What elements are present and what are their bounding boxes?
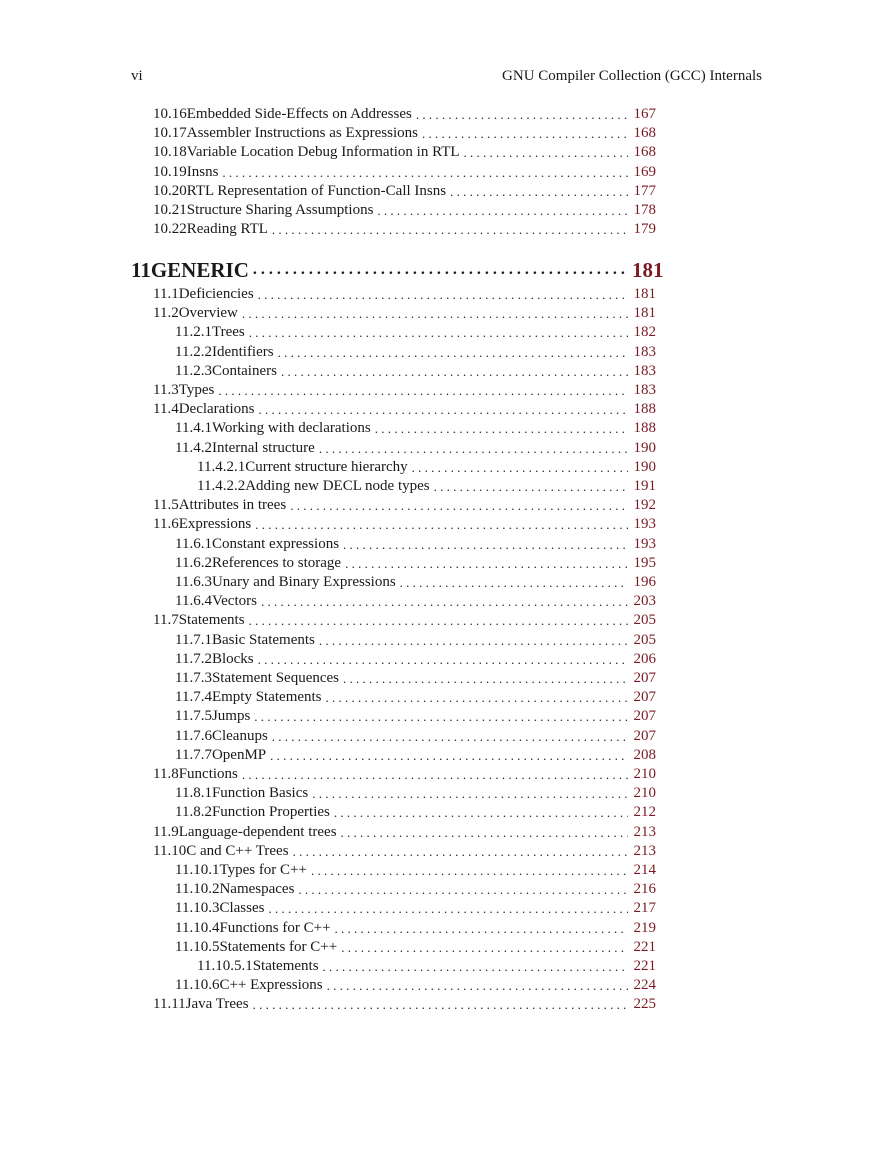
toc-leader-dots <box>261 592 628 611</box>
toc-entry-number: 11.6.1 <box>175 535 212 552</box>
toc-page-link[interactable]: 183 <box>633 343 656 360</box>
toc-page-link[interactable]: 221 <box>633 958 656 974</box>
toc-page-link[interactable]: 193 <box>633 516 656 533</box>
toc-leader-dots <box>343 535 628 554</box>
toc-entry-number: 10.19 <box>153 163 187 180</box>
page-header <box>131 68 762 90</box>
toc-chapter-entry[interactable] <box>131 257 664 283</box>
toc-entry-title: Java Trees <box>185 996 249 1013</box>
toc-entry[interactable] <box>175 362 656 381</box>
toc-entry-title: C++ Expressions <box>219 977 323 994</box>
toc-page-link[interactable]: 210 <box>633 766 656 782</box>
toc-entry-title: Insns <box>186 163 219 180</box>
toc-entry-number: 11.4.2.2 <box>197 478 246 494</box>
toc-entry-number: 11.7.3 <box>175 670 212 686</box>
toc-entry-number: 10.18 <box>153 144 187 161</box>
toc-entry[interactable] <box>175 650 656 669</box>
toc-entry-title: Identifiers <box>211 343 274 360</box>
toc-leader-dots <box>298 880 628 899</box>
toc-leader-dots <box>327 976 628 995</box>
toc-entry[interactable] <box>175 899 656 918</box>
toc-entry[interactable] <box>175 592 656 611</box>
toc-entry-title: Structure Sharing Assumptions <box>186 202 374 218</box>
toc-entry-title: Classes <box>219 900 265 917</box>
toc-entry-number: 11.6.2 <box>175 554 212 571</box>
toc-page-link[interactable]: 224 <box>633 977 656 994</box>
toc-entry-number: 11.7.5 <box>175 708 212 725</box>
toc-entry-title: Containers <box>211 362 277 379</box>
toc-entry-number: 11.6.4 <box>175 593 212 610</box>
toc-leader-dots <box>254 707 628 726</box>
toc-entry-title: Overview <box>178 305 238 322</box>
toc-leader-dots <box>293 842 628 861</box>
toc-entry-number: 11.8.1 <box>175 785 212 802</box>
toc-entry[interactable] <box>175 938 656 957</box>
toc-leader-dots <box>464 143 628 162</box>
toc-leader-dots <box>319 631 628 650</box>
toc-entry-title: Constant expressions <box>211 535 340 552</box>
toc-leader-dots <box>258 650 628 669</box>
toc-entry-number: 11.1 <box>153 286 179 302</box>
toc-entry[interactable] <box>153 765 656 784</box>
toc-page-link[interactable]: 188 <box>633 401 656 418</box>
toc-entry[interactable] <box>175 919 656 938</box>
toc-page-link[interactable]: 191 <box>633 478 656 494</box>
toc-entry-title: Unary and Binary Expressions <box>211 574 396 590</box>
toc-leader-dots <box>253 257 628 283</box>
toc-entry-title: Assembler Instructions as Expressions <box>186 125 418 142</box>
toc-entry[interactable] <box>175 419 656 438</box>
toc-leader-dots <box>343 669 628 688</box>
toc-entry[interactable] <box>175 803 656 822</box>
toc-entry[interactable] <box>153 304 656 323</box>
toc-entry-number: 11.10.3 <box>175 900 220 917</box>
toc-page-link[interactable]: 168 <box>633 125 656 142</box>
toc-entry-number: 10.17 <box>153 125 187 142</box>
toc-leader-dots <box>311 861 628 880</box>
toc-entry-title: Vectors <box>211 593 257 610</box>
toc-page-link[interactable]: 216 <box>633 881 656 898</box>
toc-page-link[interactable]: 178 <box>633 202 656 218</box>
toc-entry[interactable] <box>175 535 656 554</box>
toc-leader-dots <box>270 746 628 765</box>
toc-page-link[interactable]: 207 <box>633 689 656 706</box>
toc-leader-dots <box>249 323 628 342</box>
toc-page-link[interactable]: 190 <box>633 458 656 475</box>
toc-entry-title: Blocks <box>211 650 254 667</box>
toc-entry-title: Adding new DECL node types <box>245 478 430 494</box>
toc-entry[interactable] <box>153 105 656 124</box>
toc-entry-title: Statements for C++ <box>219 938 338 955</box>
toc-entry-title: C and C++ Trees <box>186 842 289 859</box>
toc-entry[interactable] <box>153 381 656 400</box>
toc-page-link[interactable]: 193 <box>633 535 656 552</box>
toc-page-link[interactable]: 219 <box>633 919 656 936</box>
toc-entry-number: 11.10.5 <box>175 938 220 955</box>
toc-page-link[interactable]: 217 <box>633 900 656 917</box>
toc-entry-title: Function Basics <box>211 785 309 802</box>
toc-entry-title: Declarations <box>178 401 255 418</box>
toc-page-link[interactable]: 221 <box>633 938 656 955</box>
toc-entry[interactable] <box>153 995 656 1014</box>
toc-entry[interactable] <box>197 477 656 496</box>
toc-entry-title: Attributes in trees <box>178 497 287 514</box>
toc-page-link[interactable]: 207 <box>633 708 656 725</box>
toc-entry-title: Deficiencies <box>178 286 254 302</box>
toc-entry[interactable] <box>197 458 656 477</box>
toc-entry-title: Current structure hierarchy <box>245 458 408 475</box>
toc-page-link[interactable]: 190 <box>633 439 656 456</box>
toc-leader-dots <box>249 611 628 630</box>
toc-leader-dots <box>341 938 628 957</box>
toc-page-link[interactable]: 205 <box>633 612 656 629</box>
toc-entry[interactable] <box>153 201 656 220</box>
toc-page-link[interactable]: 207 <box>633 727 656 744</box>
toc-entry-number: 11.2.2 <box>175 343 212 360</box>
toc-page-link[interactable]: 206 <box>633 650 656 667</box>
toc-entry[interactable] <box>153 285 656 304</box>
toc-entry[interactable] <box>175 669 656 688</box>
toc-entry-title: Namespaces <box>219 881 295 898</box>
page-number: vi <box>131 68 143 84</box>
toc-leader-dots <box>377 201 628 220</box>
toc-page-link[interactable]: 213 <box>633 823 656 840</box>
toc-entry-number: 11.10.4 <box>175 919 220 936</box>
toc-leader-dots <box>242 304 628 323</box>
toc-page-link[interactable]: 213 <box>633 842 656 859</box>
toc-entry[interactable] <box>153 611 656 630</box>
toc-entry[interactable] <box>175 746 656 765</box>
toc-page-link[interactable]: 225 <box>633 996 656 1013</box>
toc-entry-title: Working with declarations <box>211 420 371 437</box>
toc-page-link[interactable]: 183 <box>633 382 656 398</box>
toc-entry[interactable] <box>153 182 656 201</box>
toc-entry[interactable] <box>175 688 656 707</box>
toc-leader-dots <box>258 285 628 304</box>
toc-entry-title: Types for C++ <box>219 862 307 878</box>
toc-page-link[interactable]: 203 <box>633 593 656 610</box>
toc-entry-title: Function Properties <box>211 804 330 821</box>
toc-entry-number: 11.10.1 <box>175 862 220 878</box>
toc-entry-number: 11.4.2.1 <box>197 458 246 475</box>
toc-leader-dots <box>278 343 628 362</box>
toc-entry-title: Jumps <box>211 708 251 725</box>
toc-entry-number: 11.2 <box>153 305 179 322</box>
toc-entry-title: Expressions <box>178 516 252 533</box>
toc-page-link[interactable]: 167 <box>633 106 656 122</box>
toc-entry-number: 10.22 <box>153 221 187 238</box>
toc-entry-number: 11.10.6 <box>175 977 220 994</box>
toc-leader-dots <box>434 477 628 496</box>
toc-entry-number: 11.11 <box>153 996 186 1013</box>
toc-page-link[interactable]: 188 <box>633 420 656 437</box>
toc-entry[interactable] <box>175 784 656 803</box>
toc-page-link[interactable]: 212 <box>633 804 656 821</box>
toc-entry-number: 10.20 <box>153 182 187 199</box>
toc-entry-number: 10.16 <box>153 106 187 122</box>
toc-leader-dots <box>326 688 628 707</box>
toc-entry[interactable] <box>153 842 656 861</box>
toc-entry[interactable] <box>175 343 656 362</box>
toc-leader-dots <box>312 784 628 803</box>
toc-leader-dots <box>334 803 628 822</box>
toc-leader-dots <box>412 458 628 477</box>
toc-page-link[interactable]: 210 <box>633 785 656 802</box>
toc-entry-title: Functions <box>178 766 238 782</box>
toc-leader-dots <box>319 439 628 458</box>
toc-page-link[interactable]: 169 <box>633 163 656 180</box>
toc-page-link[interactable]: 208 <box>633 746 656 763</box>
toc-page-link[interactable]: 182 <box>633 324 656 341</box>
toc-leader-dots <box>242 765 628 784</box>
toc-entry[interactable] <box>153 220 656 239</box>
toc-leader-dots <box>400 573 628 592</box>
toc-entry-title: Statement Sequences <box>211 670 339 686</box>
running-title: GNU Compiler Collection (GCC) Internals <box>502 68 762 84</box>
toc-entry-title: References to storage <box>211 554 342 571</box>
toc-leader-dots <box>345 554 628 573</box>
toc-entry-number: 11.5 <box>153 497 179 514</box>
toc-entry[interactable] <box>175 880 656 899</box>
toc-entry-title: Types <box>178 382 215 398</box>
toc-entry-number: 11.8.2 <box>175 804 212 821</box>
toc-entry-title: Cleanups <box>211 727 268 744</box>
toc-entry-number: 11.7.4 <box>175 689 212 706</box>
toc-entry-title: GENERIC <box>150 258 249 282</box>
toc-entry[interactable] <box>175 976 656 995</box>
toc-entry[interactable] <box>175 439 656 458</box>
toc-entry[interactable] <box>153 163 656 182</box>
toc-entry-number: 11.4 <box>153 401 179 418</box>
toc-entry[interactable] <box>197 957 656 976</box>
toc-leader-dots <box>253 995 628 1014</box>
toc-leader-dots <box>272 727 628 746</box>
toc-entry[interactable] <box>153 124 656 143</box>
toc-entry-title: Statements <box>178 612 245 629</box>
toc-entry-number: 11.7.2 <box>175 650 212 667</box>
toc-page-link[interactable]: 177 <box>633 182 656 199</box>
toc-leader-dots <box>255 515 628 534</box>
toc-entry-title: Reading RTL <box>186 221 268 238</box>
toc-leader-dots <box>281 362 628 381</box>
toc-entry-title: Basic Statements <box>211 631 315 648</box>
toc-entry-number: 11.10.5.1 <box>197 958 253 974</box>
toc-page-link[interactable]: 181 <box>633 286 656 302</box>
toc-entry-title: Embedded Side-Effects on Addresses <box>186 106 412 122</box>
toc-page-link[interactable]: 168 <box>633 144 656 161</box>
toc-leader-dots <box>450 182 628 201</box>
toc-leader-dots <box>290 496 628 515</box>
toc-entry-title: RTL Representation of Function-Call Insns <box>186 182 447 199</box>
toc-page-link[interactable]: 196 <box>633 574 656 590</box>
toc-leader-dots <box>259 400 628 419</box>
toc-entry[interactable] <box>175 323 656 342</box>
toc-entry-number: 10.21 <box>153 202 187 218</box>
toc-entry-number: 11.7.6 <box>175 727 212 744</box>
toc-entry-number: 11.7.7 <box>175 746 212 763</box>
toc-leader-dots <box>422 124 628 143</box>
toc-entry-title: Statements <box>252 958 319 974</box>
toc-entry-number: 11.7.1 <box>175 631 212 648</box>
toc-entry[interactable] <box>153 515 656 534</box>
toc-entry-title: Empty Statements <box>211 689 322 706</box>
toc-leader-dots <box>222 163 628 182</box>
toc-entry[interactable] <box>175 554 656 573</box>
toc-entry-title: Functions for C++ <box>219 919 331 936</box>
toc-entry-number: 11.3 <box>153 382 179 398</box>
toc-leader-dots <box>268 899 628 918</box>
toc-page-link[interactable]: 207 <box>633 670 656 686</box>
toc-entry-number: 11.4.1 <box>175 420 212 437</box>
toc-page-link[interactable]: 192 <box>633 497 656 514</box>
toc-entry[interactable] <box>175 573 656 592</box>
toc-leader-dots <box>416 105 628 124</box>
toc-entry-number: 11.7 <box>153 612 179 629</box>
toc-entry[interactable] <box>175 631 656 650</box>
toc-entry-number: 11.2.3 <box>175 362 212 379</box>
toc-leader-dots <box>218 381 628 400</box>
toc-entry-number: 11.9 <box>153 823 179 840</box>
toc-entry-number: 11.6 <box>153 516 179 533</box>
toc-leader-dots <box>272 220 628 239</box>
toc-entry-number: 11.2.1 <box>175 324 212 341</box>
toc-page-link[interactable]: 183 <box>633 362 656 379</box>
toc-entry-number: 11.8 <box>153 766 179 782</box>
toc-entry-number: 11.6.3 <box>175 574 212 590</box>
toc-page-link[interactable]: 179 <box>633 221 656 238</box>
toc-entry[interactable] <box>175 727 656 746</box>
toc-page-link[interactable]: 181 <box>633 305 656 322</box>
toc-page-link[interactable]: 195 <box>633 554 656 571</box>
toc-entry-title: Trees <box>211 324 245 341</box>
toc-entry-number: 11.4.2 <box>175 439 212 456</box>
toc-leader-dots <box>375 419 628 438</box>
toc-entry-title: Variable Location Debug Information in RTL <box>186 144 460 161</box>
toc-entry[interactable] <box>153 400 656 419</box>
toc-page-link[interactable]: 214 <box>633 862 656 878</box>
toc-entry[interactable] <box>153 143 656 162</box>
toc-page-link[interactable]: 205 <box>633 631 656 648</box>
toc-entry-number: 11.10 <box>153 842 187 859</box>
toc-entry[interactable] <box>175 861 656 880</box>
toc-entry-number: 11 <box>131 258 151 282</box>
toc-leader-dots <box>341 823 628 842</box>
toc-leader-dots <box>335 919 628 938</box>
toc-page-link[interactable]: 181 <box>632 258 664 282</box>
toc-leader-dots <box>323 957 628 976</box>
toc-entry[interactable] <box>153 496 656 515</box>
toc-entry-title: OpenMP <box>211 746 267 763</box>
toc-entry-title: Language-dependent trees <box>178 823 337 840</box>
toc-entry-title: Internal structure <box>211 439 315 456</box>
toc-entry-number: 11.10.2 <box>175 881 220 898</box>
toc-entry[interactable] <box>153 823 656 842</box>
toc-entry[interactable] <box>175 707 656 726</box>
